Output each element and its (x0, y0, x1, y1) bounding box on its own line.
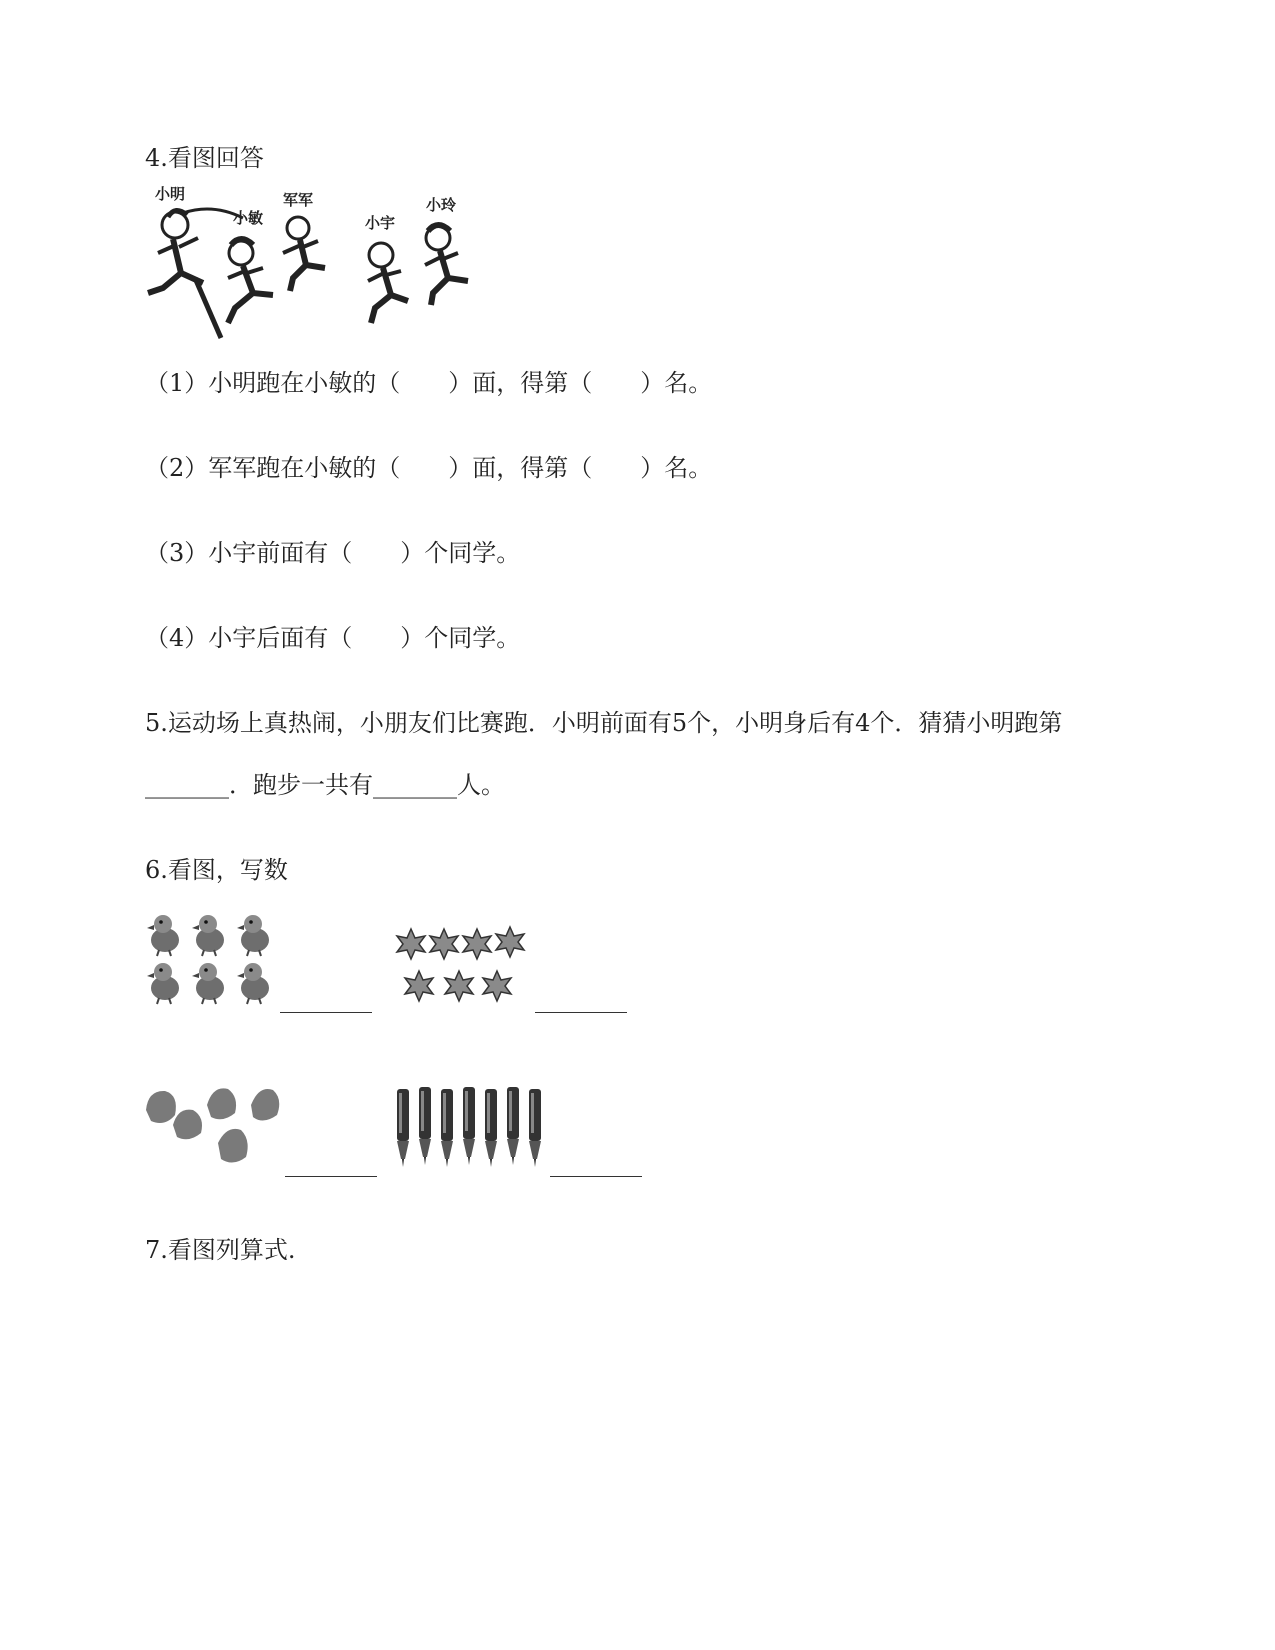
runner-xiaoling-icon (425, 196, 468, 305)
runners-figure (143, 183, 483, 343)
answer-blank-pens[interactable] (550, 1176, 642, 1177)
pen-icon (485, 1089, 497, 1167)
runner-xiaoyu-icon (365, 214, 408, 323)
label-xiaoling: 小玲 (426, 196, 457, 214)
star-icon (483, 971, 511, 1001)
q4-title: 4.看图回答 (145, 144, 264, 172)
runner-xiaoming-icon (148, 185, 203, 293)
stone-icon (173, 1110, 202, 1140)
stone-icon (251, 1089, 279, 1121)
label-junjun: 军军 (283, 191, 314, 209)
star-icon (397, 929, 425, 959)
answer-blank-chicks[interactable] (280, 1012, 372, 1013)
label-xiaoyu: 小宇 (365, 214, 396, 232)
stone-group (143, 1085, 283, 1170)
q7-title: 7.看图列算式. (145, 1236, 296, 1264)
chick-group (145, 912, 275, 1007)
runner-junjun-icon (283, 191, 325, 291)
q4-item-4: （4）小宇后面有（ ）个同学。 (145, 624, 521, 652)
chick-icon (192, 915, 224, 956)
q4-item-2: （2）军军跑在小敏的（ ）面，得第（ ）名。 (145, 454, 713, 482)
star-icon (445, 971, 473, 1001)
star-icon (463, 929, 491, 959)
pen-icon (529, 1089, 541, 1167)
pen-group (393, 1087, 553, 1167)
chick-icon (147, 963, 179, 1004)
pen-icon (397, 1089, 409, 1167)
q4-item-1: （1）小明跑在小敏的（ ）面，得第（ ）名。 (145, 369, 713, 397)
label-xiaomin: 小敏 (233, 209, 264, 227)
answer-blank-stars[interactable] (535, 1012, 627, 1013)
stone-icon (146, 1091, 176, 1123)
runner-xiaomin-icon (228, 209, 273, 323)
pen-icon (463, 1087, 475, 1165)
chick-icon (237, 915, 269, 956)
label-xiaoming: 小明 (155, 185, 186, 203)
pen-icon (441, 1089, 453, 1167)
stone-icon (207, 1088, 236, 1119)
q6-title: 6.看图，写数 (145, 856, 288, 884)
chick-icon (192, 963, 224, 1004)
q5-line-2: _______．跑步一共有_______人。 (145, 771, 505, 799)
star-group (395, 925, 535, 1005)
star-icon (430, 929, 458, 959)
pen-icon (507, 1087, 519, 1165)
q4-item-3: （3）小宇前面有（ ）个同学。 (145, 539, 521, 567)
q5-line-1: 5.运动场上真热闹，小朋友们比赛跑．小明前面有5个，小明身后有4个．猜猜小明跑第 (145, 709, 1063, 737)
star-icon (405, 971, 433, 1001)
chick-icon (237, 963, 269, 1004)
chick-icon (147, 915, 179, 956)
pen-icon (419, 1087, 431, 1165)
answer-blank-stones[interactable] (285, 1176, 377, 1177)
stone-icon (218, 1129, 248, 1163)
star-icon (496, 927, 524, 957)
